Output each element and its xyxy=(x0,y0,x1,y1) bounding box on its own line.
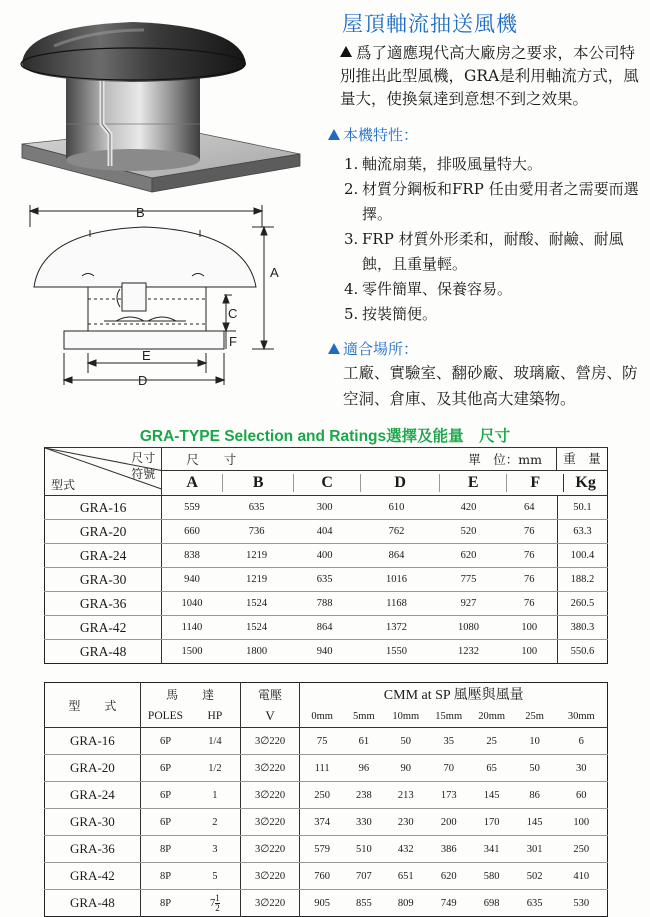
feature-item xyxy=(344,302,644,327)
value-cell: 620 xyxy=(428,863,470,890)
sp-col-header: 30mm xyxy=(556,705,608,728)
value-cell: 559 xyxy=(162,496,222,520)
dim-label-e: E xyxy=(142,348,151,363)
value-cell: 420 xyxy=(436,496,502,520)
value-cell: 76 xyxy=(502,592,558,616)
value-cell: 707 xyxy=(344,863,384,890)
value-cell: 100.4 xyxy=(557,544,607,568)
table-row xyxy=(45,890,608,917)
model-cell: GRA-30 xyxy=(45,809,141,836)
value-cell: 698 xyxy=(483,897,500,909)
value-cell: 580 xyxy=(470,863,514,890)
feature-text: 軸流扇葉，排吸風量特大。 xyxy=(362,155,543,173)
table-row xyxy=(45,520,608,544)
feature-number: 2. xyxy=(344,180,359,198)
table-header-row xyxy=(45,448,608,496)
feature-number: 5. xyxy=(344,305,359,323)
value-cell: 1080 xyxy=(436,616,502,640)
value-cell: 250 xyxy=(556,836,608,863)
table-row xyxy=(45,640,608,664)
header-voltage-cell: 電壓 xyxy=(240,683,300,706)
value-cell: 651 xyxy=(384,863,428,890)
value-cell: 736 xyxy=(222,520,292,544)
dim-label-d: D xyxy=(138,373,148,388)
dimension-drawing xyxy=(24,203,304,393)
value-cell: 100 xyxy=(502,616,558,640)
value-cell: 1372 xyxy=(358,616,436,640)
value-cell: 620 xyxy=(436,544,502,568)
value-cell: 579 xyxy=(300,836,344,863)
value-cell: 1040 xyxy=(162,592,222,616)
table-row xyxy=(45,568,608,592)
sp-col-header: 0mm xyxy=(300,705,344,728)
value-cell: 1500 xyxy=(162,640,222,664)
value-cell: 100 xyxy=(502,640,558,664)
value-cell: 145 xyxy=(514,809,556,836)
value-cell: 61 xyxy=(344,728,384,755)
value-cell: 1219 xyxy=(222,568,292,592)
header-letter-row xyxy=(162,471,607,495)
value-cell: 50 xyxy=(514,755,556,782)
hp-cell xyxy=(190,890,240,917)
value-cell: 200 xyxy=(428,809,470,836)
value-cell: 1140 xyxy=(162,616,222,640)
poles-cell: 6P xyxy=(140,728,190,755)
value-cell: 838 xyxy=(162,544,222,568)
table-row xyxy=(45,782,608,809)
table-header-row xyxy=(45,683,608,706)
places-heading xyxy=(328,338,418,359)
feature-text: FRP 材質外形柔和，耐酸、耐鹼、耐風蝕，且重量輕。 xyxy=(362,230,624,273)
hp-cell: 5 xyxy=(190,863,240,890)
airflow-table xyxy=(44,682,608,917)
model-cell: GRA-24 xyxy=(45,544,162,568)
dim-label-a: A xyxy=(270,265,279,280)
header-type-label: 型式 xyxy=(51,478,76,492)
value-cell: 905 xyxy=(300,890,344,917)
value-cell: 173 xyxy=(428,782,470,809)
value-cell: 400 xyxy=(292,544,358,568)
value-cell: 386 xyxy=(428,836,470,863)
features-heading xyxy=(328,124,418,145)
intro-text: 爲了適應現代高大廠房之要求，本公司特別推出此型風機，GRA是利用軸流方式，風量大，使換氣達到意想不到之效果。 xyxy=(340,44,639,108)
value-cell: 260.5 xyxy=(557,592,607,616)
hp-cell: 1/2 xyxy=(190,755,240,782)
header-poles-cell: POLES xyxy=(140,705,190,728)
value-cell: 432 xyxy=(384,836,428,863)
header-cmm-cell: CMM at SP 風壓與風量 xyxy=(300,683,608,706)
col-header-a: A xyxy=(186,474,198,491)
col-header-b: B xyxy=(222,474,293,492)
header-unit-label: 單 位：mm xyxy=(468,452,542,467)
hp-fraction-numerator: 1 xyxy=(215,892,220,903)
features-heading-text: 本機特性： xyxy=(343,126,419,144)
value-cell: 76 xyxy=(502,568,558,592)
dimensions-table xyxy=(44,447,608,664)
feature-text: 按裝簡便。 xyxy=(362,305,438,323)
value-cell: 1219 xyxy=(222,544,292,568)
sp-col-header: 10mm xyxy=(384,705,428,728)
value-cell: 301 xyxy=(514,836,556,863)
header-diagonal-cell xyxy=(45,448,162,496)
value-cell: 30 xyxy=(556,755,608,782)
header-weight-label: 重 量 xyxy=(556,448,607,470)
value-cell: 940 xyxy=(162,568,222,592)
col-header-kg: Kg xyxy=(563,474,607,492)
col-header-c: C xyxy=(293,474,360,492)
value-cell: 75 xyxy=(300,728,344,755)
value-cell: 380.3 xyxy=(557,616,607,640)
table-row xyxy=(45,496,608,520)
value-cell: 635 xyxy=(222,496,292,520)
value-cell: 65 xyxy=(470,755,514,782)
voltage-cell: 3∅220 xyxy=(240,809,300,836)
value-cell: 660 xyxy=(162,520,222,544)
value-cell: 96 xyxy=(344,755,384,782)
value-cell: 788 xyxy=(292,592,358,616)
table-row xyxy=(45,592,608,616)
table-title: GRA-TYPE Selection and Ratings選擇及能量 尺寸 xyxy=(139,428,511,445)
value-cell: 1232 xyxy=(436,640,502,664)
poles-cell: 6P xyxy=(140,755,190,782)
value-cell: 1550 xyxy=(358,640,436,664)
value-cell: 550.6 xyxy=(557,640,607,664)
page-title: 屋頂軸流抽送風機 xyxy=(342,12,518,36)
value-cell: 760 xyxy=(300,863,344,890)
col-header-e: E xyxy=(439,474,506,492)
model-cell: GRA-36 xyxy=(45,836,141,863)
voltage-cell: 3∅220 xyxy=(240,728,300,755)
value-cell: 1168 xyxy=(358,592,436,616)
model-cell: GRA-48 xyxy=(70,895,115,910)
hp-cell: 2 xyxy=(190,809,240,836)
value-cell: 35 xyxy=(428,728,470,755)
sp-col-header: 20mm xyxy=(470,705,514,728)
poles-cell: 8P xyxy=(140,836,190,863)
feature-number: 1. xyxy=(344,155,359,173)
value-cell: 300 xyxy=(292,496,358,520)
value-cell: 374 xyxy=(300,809,344,836)
feature-number: 3. xyxy=(344,230,359,248)
value-cell: 864 xyxy=(292,616,358,640)
places-text: 工廠、實驗室、翻砂廠、玻璃廠、營房、防空洞、倉庫、及其他高大建築物。 xyxy=(343,364,638,408)
table-row xyxy=(45,863,608,890)
value-cell: 341 xyxy=(470,836,514,863)
value-cell: 86 xyxy=(514,782,556,809)
poles-cell: 8P xyxy=(140,863,190,890)
header-voltage-unit-cell: V xyxy=(240,705,300,728)
feature-item xyxy=(344,227,644,277)
value-cell: 25 xyxy=(470,728,514,755)
value-cell: 635 xyxy=(526,897,543,909)
value-cell: 1524 xyxy=(222,616,292,640)
value-cell: 1524 xyxy=(222,592,292,616)
hp-whole: 7 xyxy=(210,897,216,909)
model-cell: GRA-36 xyxy=(45,592,162,616)
feature-item xyxy=(344,277,644,302)
hp-cell: 1/4 xyxy=(190,728,240,755)
model-cell: GRA-20 xyxy=(45,520,162,544)
table-row xyxy=(45,809,608,836)
value-cell: 60 xyxy=(556,782,608,809)
value-cell: 250 xyxy=(300,782,344,809)
model-cell: GRA-42 xyxy=(45,616,162,640)
hp-cell: 3 xyxy=(190,836,240,863)
header-dim-label: 尺寸 xyxy=(131,451,156,465)
value-cell: 76 xyxy=(502,544,558,568)
value-cell: 502 xyxy=(514,863,556,890)
feature-item xyxy=(344,177,644,227)
hp-cell: 1 xyxy=(190,782,240,809)
value-cell: 213 xyxy=(384,782,428,809)
value-cell: 749 xyxy=(440,897,457,909)
value-cell: 145 xyxy=(470,782,514,809)
dim-label-f: F xyxy=(229,334,237,349)
hp-fraction xyxy=(215,894,220,913)
value-cell: 520 xyxy=(436,520,502,544)
value-cell: 864 xyxy=(358,544,436,568)
model-cell: GRA-24 xyxy=(45,782,141,809)
feature-text: 零件簡單、保養容易。 xyxy=(362,280,513,298)
model-cell: GRA-16 xyxy=(45,496,162,520)
model-cell: GRA-20 xyxy=(45,755,141,782)
value-cell: 50.1 xyxy=(557,496,607,520)
value-cell: 50 xyxy=(384,728,428,755)
value-cell: 238 xyxy=(344,782,384,809)
model-cell: GRA-30 xyxy=(45,568,162,592)
header-sym-label: 符號 xyxy=(131,467,156,481)
value-cell: 530 xyxy=(573,897,590,909)
voltage-cell: 3∅220 xyxy=(240,755,300,782)
value-cell: 100 xyxy=(556,809,608,836)
value-cell: 170 xyxy=(470,809,514,836)
dim-label-c: C xyxy=(228,306,238,321)
value-cell: 855 xyxy=(355,897,372,909)
voltage-cell: 3∅220 xyxy=(240,782,300,809)
value-cell: 762 xyxy=(358,520,436,544)
table-row xyxy=(45,836,608,863)
value-cell: 610 xyxy=(358,496,436,520)
sp-col-header: 25m xyxy=(514,705,556,728)
value-cell: 1800 xyxy=(222,640,292,664)
value-cell: 404 xyxy=(292,520,358,544)
model-cell: GRA-42 xyxy=(45,863,141,890)
value-cell: 809 xyxy=(397,897,414,909)
table-row xyxy=(45,755,608,782)
value-cell: 230 xyxy=(384,809,428,836)
feature-number: 4. xyxy=(344,280,359,298)
value-cell: 64 xyxy=(502,496,558,520)
value-cell: 775 xyxy=(436,568,502,592)
voltage-cell: 3∅220 xyxy=(240,863,300,890)
intro-paragraph xyxy=(340,42,646,111)
sp-col-header: 5mm xyxy=(344,705,384,728)
value-cell: 1016 xyxy=(358,568,436,592)
value-cell: 6 xyxy=(556,728,608,755)
feature-item xyxy=(344,152,644,177)
header-hp-cell: HP xyxy=(190,705,240,728)
voltage-cell: 3∅220 xyxy=(240,836,300,863)
col-header-d: D xyxy=(360,474,439,492)
col-header-f: F xyxy=(506,474,563,492)
value-cell: 63.3 xyxy=(557,520,607,544)
table-row xyxy=(45,544,608,568)
value-cell: 940 xyxy=(292,640,358,664)
table-row xyxy=(45,616,608,640)
value-cell: 510 xyxy=(344,836,384,863)
sp-col-header: 15mm xyxy=(428,705,470,728)
value-cell: 188.2 xyxy=(557,568,607,592)
poles-cell: 6P xyxy=(140,809,190,836)
value-cell: 10 xyxy=(514,728,556,755)
triangle-outline-icon xyxy=(328,129,340,140)
triangle-bullet-icon xyxy=(340,46,352,57)
features-list xyxy=(344,152,644,327)
header-size-group xyxy=(162,448,608,496)
table-row xyxy=(45,728,608,755)
feature-text: 材質分鋼板和FRP 任由愛用者之需要而選擇。 xyxy=(362,180,639,223)
dim-label-b: B xyxy=(136,205,145,220)
poles-cell: 8P xyxy=(140,890,190,917)
value-cell: 70 xyxy=(428,755,470,782)
value-cell: 635 xyxy=(292,568,358,592)
places-heading-text: 適合場所： xyxy=(343,340,419,358)
value-cell: 330 xyxy=(344,809,384,836)
fan-product-photo xyxy=(4,6,304,198)
voltage-cell: 3∅220 xyxy=(240,890,300,917)
value-cell: 90 xyxy=(384,755,428,782)
value-cell: 76 xyxy=(502,520,558,544)
model-cell: GRA-16 xyxy=(45,728,141,755)
value-cell: 927 xyxy=(436,592,502,616)
value-cell: 111 xyxy=(300,755,344,782)
model-cell: GRA-48 xyxy=(45,640,162,664)
header-size-label: 尺 寸 xyxy=(186,452,237,467)
header-motor-cell: 馬 達 xyxy=(140,683,240,706)
triangle-outline-icon xyxy=(328,343,340,354)
poles-cell: 6P xyxy=(140,782,190,809)
value-cell: 410 xyxy=(556,863,608,890)
hp-fraction-denominator: 2 xyxy=(215,902,220,913)
header-type-cell: 型 式 xyxy=(45,683,141,728)
